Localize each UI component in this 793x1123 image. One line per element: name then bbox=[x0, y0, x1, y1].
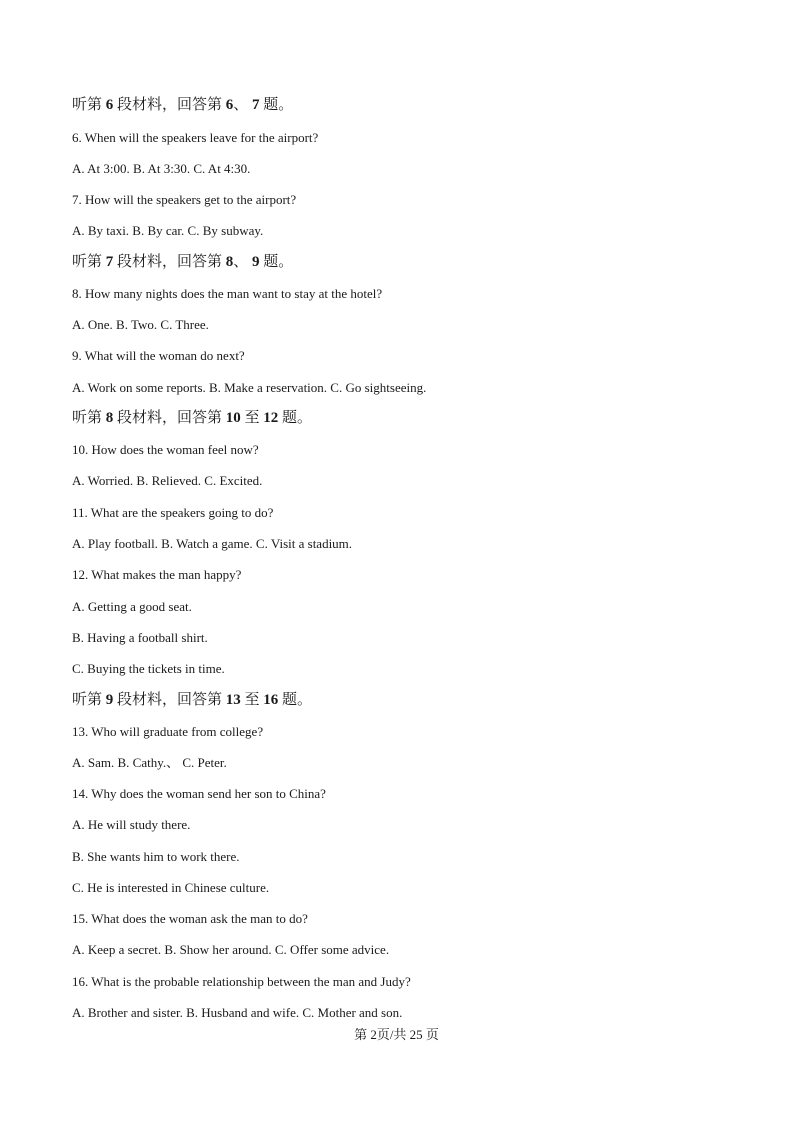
section-heading: 听第 8 段材料，回答第 10 至 12 题。 bbox=[72, 410, 313, 426]
answer-option: B. She wants him to work there. bbox=[72, 849, 240, 864]
answer-option: C. Buying the tickets in time. bbox=[72, 661, 225, 676]
question-text: 12. What makes the man happy? bbox=[72, 567, 242, 582]
answer-option: A. Getting a good seat. bbox=[72, 599, 192, 614]
section-heading: 听第 9 段材料，回答第 13 至 16 题。 bbox=[72, 692, 313, 708]
question-text: 16. What is the probable relationship between the man and Judy? bbox=[72, 974, 411, 989]
question-text: 6. When will the speakers leave for the airport? bbox=[72, 130, 319, 145]
question-text: 7. How will the speakers get to the airport? bbox=[72, 192, 297, 207]
section-heading: 听第 6 段材料，回答第 6、 7 题。 bbox=[72, 97, 294, 113]
question-text: 14. Why does the woman send her son to China? bbox=[72, 786, 326, 801]
answer-options: A. Play football. B. Watch a game. C. Visit a stadium. bbox=[72, 536, 353, 551]
answer-options: A. By taxi. B. By car. C. By subway. bbox=[72, 223, 264, 238]
page-number-footer: 第 2页/共 25 页 bbox=[354, 1027, 439, 1042]
answer-option: B. Having a football shirt. bbox=[72, 630, 208, 645]
answer-option: A. He will study there. bbox=[72, 817, 191, 832]
answer-options: A. Sam. B. Cathy.、 C. Peter. bbox=[72, 755, 227, 770]
section-heading: 听第 7 段材料，回答第 8、 9 题。 bbox=[72, 254, 294, 270]
question-text: 8. How many nights does the man want to stay at the hotel? bbox=[72, 286, 383, 301]
answer-options: A. Worried. B. Relieved. C. Excited. bbox=[72, 473, 263, 488]
answer-options: A. At 3:00. B. At 3:30. C. At 4:30. bbox=[72, 161, 251, 176]
answer-options: A. One. B. Two. C. Three. bbox=[72, 317, 209, 332]
answer-options: A. Brother and sister. B. Husband and wife. C. Mother and son. bbox=[72, 1005, 403, 1020]
question-text: 13. Who will graduate from college? bbox=[72, 724, 264, 739]
question-text: 10. How does the woman feel now? bbox=[72, 442, 259, 457]
question-text: 9. What will the woman do next? bbox=[72, 348, 245, 363]
answer-options: A. Work on some reports. B. Make a reservation. C. Go sightseeing. bbox=[72, 380, 427, 395]
answer-options: A. Keep a secret. B. Show her around. C. Offer some advice. bbox=[72, 942, 390, 957]
question-text: 11. What are the speakers going to do? bbox=[72, 505, 274, 520]
answer-option: C. He is interested in Chinese culture. bbox=[72, 880, 270, 895]
question-text: 15. What does the woman ask the man to do? bbox=[72, 911, 308, 926]
